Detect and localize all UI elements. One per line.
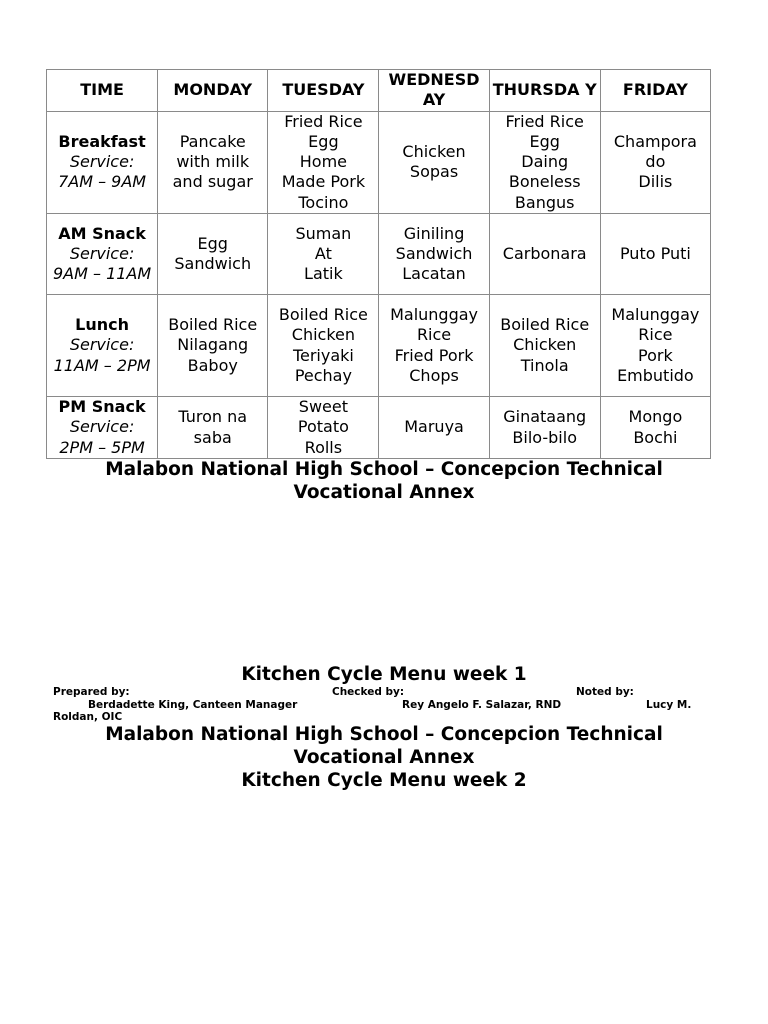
menu-body — [47, 111, 711, 458]
meal-item: Home — [299, 152, 348, 172]
meal-item: Puto Puti — [619, 243, 691, 263]
service-label: Service: — [69, 243, 135, 263]
meal-cell — [489, 397, 600, 459]
school-name-line1-repeat: Malabon National High School – Concepcion Technical — [105, 724, 663, 745]
meal-cell — [489, 111, 600, 213]
time-slot-name: Lunch — [75, 315, 129, 335]
noted-by-name: Lucy M. — [646, 699, 692, 711]
meal-cell — [268, 111, 379, 213]
meal-item: Maruya — [404, 417, 464, 437]
meal-cell — [268, 295, 379, 397]
meal-cell — [379, 111, 489, 213]
meal-item: Chicken — [513, 335, 577, 355]
header-wednesday: WEDNESD AY — [379, 70, 489, 112]
meal-item: Bangus — [514, 192, 575, 212]
meal-item: Daing — [521, 152, 569, 172]
time-slot-cell — [47, 111, 158, 213]
meal-item: Fried Pork — [394, 345, 474, 365]
prepared-by-label: Prepared by: — [53, 686, 130, 698]
meal-item: Egg — [197, 233, 228, 253]
meal-cell — [489, 295, 600, 397]
header-tuesday: TUESDAY — [268, 70, 379, 112]
meal-item: Chicken — [291, 325, 355, 345]
meal-item: with milk — [176, 152, 250, 172]
meal-item: Egg — [308, 131, 339, 151]
meal-item: Boiled Rice — [500, 315, 590, 335]
meal-item: Suman — [295, 223, 352, 243]
meal-item: Teriyaki — [292, 345, 354, 365]
prepared-by-name: Berdadette King, Canteen Manager — [88, 699, 298, 711]
meal-item: Chicken — [402, 142, 466, 162]
meal-cell — [158, 397, 268, 459]
time-slot-cell — [47, 214, 158, 295]
week2-title: Kitchen Cycle Menu week 2 — [241, 770, 527, 791]
time-slot-name: PM Snack — [58, 397, 146, 417]
meal-cell — [158, 111, 268, 213]
meal-item: Dilis — [638, 172, 673, 192]
meal-cell — [379, 397, 489, 459]
meal-item: Sweet — [298, 397, 348, 417]
time-slot-name: AM Snack — [58, 223, 146, 243]
checked-by-label: Checked by: — [332, 686, 405, 698]
header-row — [47, 70, 711, 112]
header-time: TIME — [47, 70, 158, 112]
time-slot-cell — [47, 295, 158, 397]
school-name-line2-repeat: Vocational Annex — [293, 747, 475, 768]
menu-row — [47, 295, 711, 397]
meal-item: Pork — [638, 345, 673, 365]
meal-item: Boiled Rice — [168, 315, 258, 335]
meal-item: Boneless — [508, 172, 581, 192]
meal-item: Baboy — [187, 355, 238, 375]
meal-item: Potato — [297, 417, 349, 437]
meal-item: Egg — [529, 131, 560, 151]
meal-item: Latik — [304, 264, 343, 284]
meal-item: Rice — [638, 325, 673, 345]
menu-table — [46, 69, 711, 459]
meal-item: Sandwich — [395, 243, 473, 263]
meal-cell — [600, 111, 710, 213]
checked-by-name: Rey Angelo F. Salazar, RND — [402, 699, 562, 711]
meal-item: Nilagang — [177, 335, 249, 355]
meal-item: Carbonara — [502, 243, 587, 263]
menu-row — [47, 214, 711, 295]
meal-item: At — [314, 243, 332, 263]
meal-item: Turon na — [178, 407, 248, 427]
meal-cell — [268, 214, 379, 295]
meal-item: Bochi — [633, 427, 678, 447]
header-monday: MONDAY — [158, 70, 268, 112]
meal-item: Sandwich — [174, 254, 252, 274]
meal-cell — [600, 214, 710, 295]
meal-cell — [379, 214, 489, 295]
meal-cell — [600, 295, 710, 397]
meal-item: Tocino — [298, 192, 349, 212]
meal-item: Ginataang — [503, 407, 587, 427]
meal-item: Giniling — [403, 223, 465, 243]
header-thursday: THURSDA Y — [489, 70, 600, 112]
meal-item: Bilo-bilo — [512, 427, 577, 447]
time-slot-name: Breakfast — [58, 131, 146, 151]
meal-item: Boiled Rice — [278, 304, 368, 324]
meal-cell — [158, 295, 268, 397]
meal-item: Rolls — [304, 437, 343, 457]
service-hours: 2PM – 5PM — [59, 437, 145, 457]
meal-item: Sopas — [409, 162, 459, 182]
meal-cell — [489, 214, 600, 295]
meal-item: Embutido — [617, 365, 694, 385]
menu-row — [47, 111, 711, 213]
school-name-line1: Malabon National High School – Concepcion Technical — [105, 459, 663, 480]
meal-item: Rice — [416, 325, 452, 345]
meal-cell — [158, 214, 268, 295]
time-slot-cell — [47, 397, 158, 459]
meal-item: Champora — [613, 131, 697, 151]
noted-by-name-cont: Roldan, OIC — [53, 711, 123, 723]
meal-cell — [600, 397, 710, 459]
meal-item: Pancake — [179, 131, 246, 151]
meal-item: Lacatan — [402, 264, 466, 284]
service-hours: 9AM – 11AM — [52, 264, 152, 284]
meal-item: Malunggay — [611, 304, 700, 324]
service-label: Service: — [69, 335, 135, 355]
meal-item: saba — [193, 427, 232, 447]
school-name-line2: Vocational Annex — [293, 482, 475, 503]
meal-item: Made Pork — [281, 172, 366, 192]
meal-item: and sugar — [172, 172, 253, 192]
meal-item: Tinola — [520, 355, 569, 375]
meal-item: Malunggay — [390, 304, 478, 324]
meal-cell — [379, 295, 489, 397]
service-hours: 7AM – 9AM — [58, 172, 147, 192]
service-label: Service: — [69, 152, 135, 172]
meal-item: Fried Rice — [505, 111, 584, 131]
menu-row — [47, 397, 711, 459]
noted-by-label: Noted by: — [576, 686, 634, 698]
meal-cell — [268, 397, 379, 459]
service-hours: 11AM – 2PM — [53, 355, 151, 375]
week1-title: Kitchen Cycle Menu week 1 — [241, 664, 527, 685]
meal-item: do — [645, 152, 666, 172]
meal-item: Chops — [409, 365, 459, 385]
header-friday: FRIDAY — [600, 70, 710, 112]
service-label: Service: — [69, 417, 135, 437]
meal-item: Mongo — [628, 407, 683, 427]
meal-item: Fried Rice — [284, 111, 363, 131]
meal-item: Pechay — [294, 365, 352, 385]
